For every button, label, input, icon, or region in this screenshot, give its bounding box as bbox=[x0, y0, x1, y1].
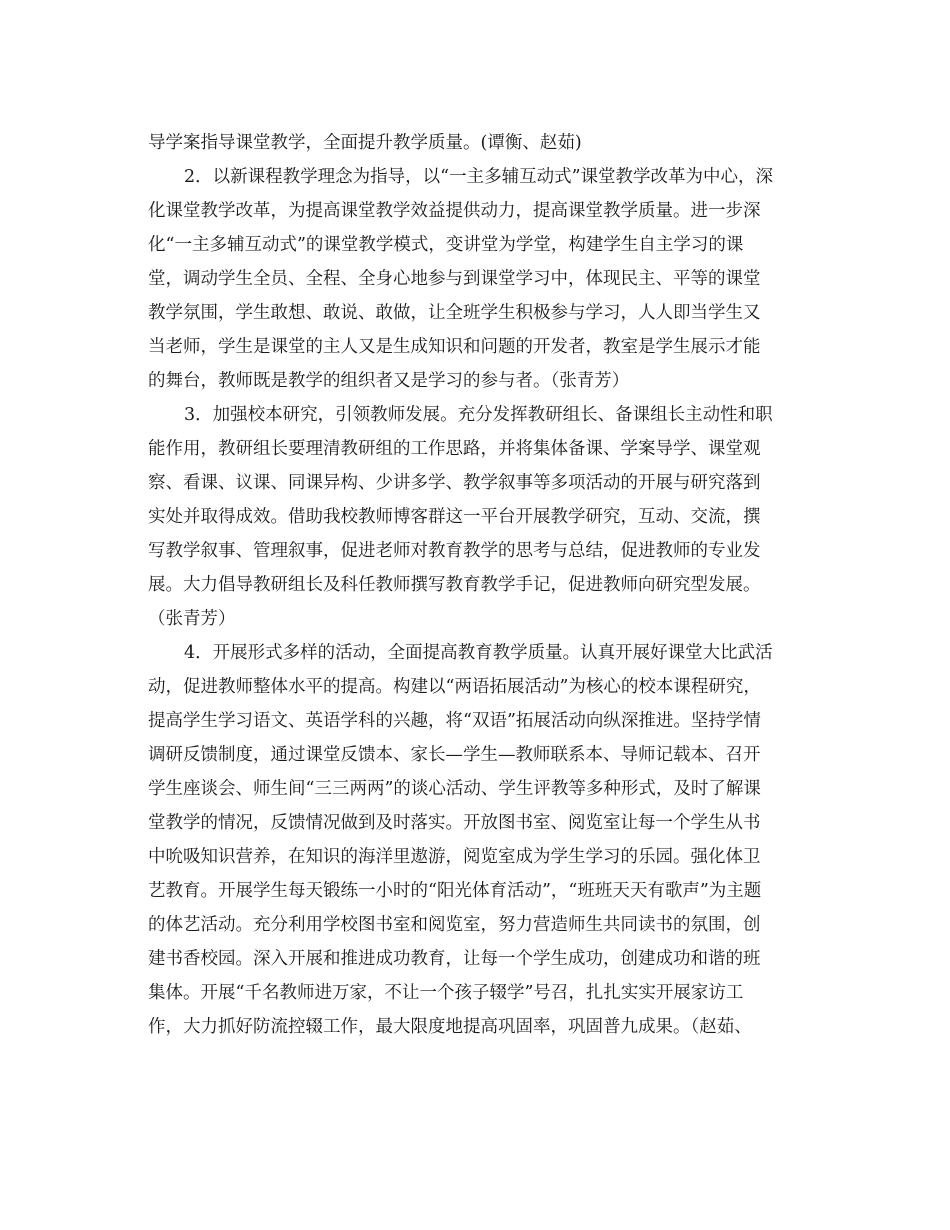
text-line: 艺教育。开展学生每天锻练一小时的“阳光体育活动”，“班班天天有歌声”为主题 bbox=[148, 881, 762, 901]
text-line: 提高学生学习语文、英语学科的兴趣，将“双语”拓展活动向纵深推进。坚持学情 bbox=[148, 711, 761, 731]
paragraph-3-start: 3．加强校本研究，引领教师发展。充分发挥教研组长、备课组长主动性和职 bbox=[184, 405, 773, 425]
text-line: 动，促进教师整体水平的提高。构建以“两语拓展活动”为核心的校本课程研究， bbox=[148, 677, 761, 697]
text-line: 作，大力抓好防流控辍工作，最大限度地提高巩固率，巩固普九成果。（赵茹、 bbox=[148, 1017, 752, 1037]
text-line: 导学案指导课堂教学，全面提升教学质量。(谭衡、赵茹) bbox=[148, 133, 582, 153]
text-line: （张青芳） bbox=[148, 609, 236, 629]
text-line: 堂教学的情况，反馈情况做到及时落实。开放图书室、阅览室让每一个学生从书 bbox=[148, 813, 761, 833]
text-line: 当老师，学生是课堂的主人又是生成知识和问题的开发者，教室是学生展示才能 bbox=[148, 337, 761, 357]
text-line: 的舞台，教师既是教学的组织者又是学习的参与者。（张青芳） bbox=[148, 371, 630, 391]
text-line: 建书香校园。深入开展和推进成功教育，让每一个学生成功，创建成功和谐的班 bbox=[148, 949, 761, 969]
text-line: 学生座谈会、师生间“三三两两”的谈心活动、学生评教等多种形式，及时了解课 bbox=[148, 779, 761, 799]
text-line: 察、看课、议课、同课异构、少讲多学、教学叙事等多项活动的开展与研究落到 bbox=[148, 473, 761, 493]
text-line: 调研反馈制度，通过课堂反馈本、家长—学生—教师联系本、导师记载本、召开 bbox=[148, 745, 761, 765]
text-line: 的体艺活动。充分利用学校图书室和阅览室，努力营造师生共同读书的氛围，创 bbox=[148, 915, 761, 935]
text-line: 集体。开展“千名教师进万家，不让一个孩子辍学”号召，扎扎实实开展家访工 bbox=[148, 983, 744, 1003]
text-line: 教学氛围，学生敢想、敢说、敢做，让全班学生积极参与学习，人人即当学生又 bbox=[148, 303, 761, 323]
paragraph-2-start: 2．以新课程教学理念为指导，以“一主多辅互动式”课堂教学改革为中心，深 bbox=[184, 167, 774, 187]
text-line: 化“一主多辅互动式”的课堂教学模式，变讲堂为学堂，构建学生自主学习的课 bbox=[148, 235, 744, 255]
text-line: 中吮吸知识营养，在知识的海洋里遨游，阅览室成为学生学习的乐园。强化体卫 bbox=[148, 847, 761, 867]
text-line: 写教学叙事、管理叙事，促进老师对教育教学的思考与总结，促进教师的专业发 bbox=[148, 541, 761, 561]
text-line: 能作用，教研组长要理清教研组的工作思路，并将集体备课、学案导学、课堂观 bbox=[148, 439, 761, 459]
paragraph-4-start: 4．开展形式多样的活动，全面提高教育教学质量。认真开展好课堂大比武活 bbox=[184, 643, 773, 663]
text-line: 堂，调动学生全员、全程、全身心地参与到课堂学习中，体现民主、平等的课堂 bbox=[148, 269, 761, 289]
text-line: 化课堂教学改革，为提高课堂教学效益提供动力，提高课堂教学质量。进一步深 bbox=[148, 201, 761, 221]
text-line: 展。大力倡导教研组长及科任教师撰写教育教学手记，促进教师向研究型发展。 bbox=[148, 575, 761, 595]
text-line: 实处并取得成效。借助我校教师博客群这一平台开展教学研究，互动、交流，撰 bbox=[148, 507, 761, 527]
